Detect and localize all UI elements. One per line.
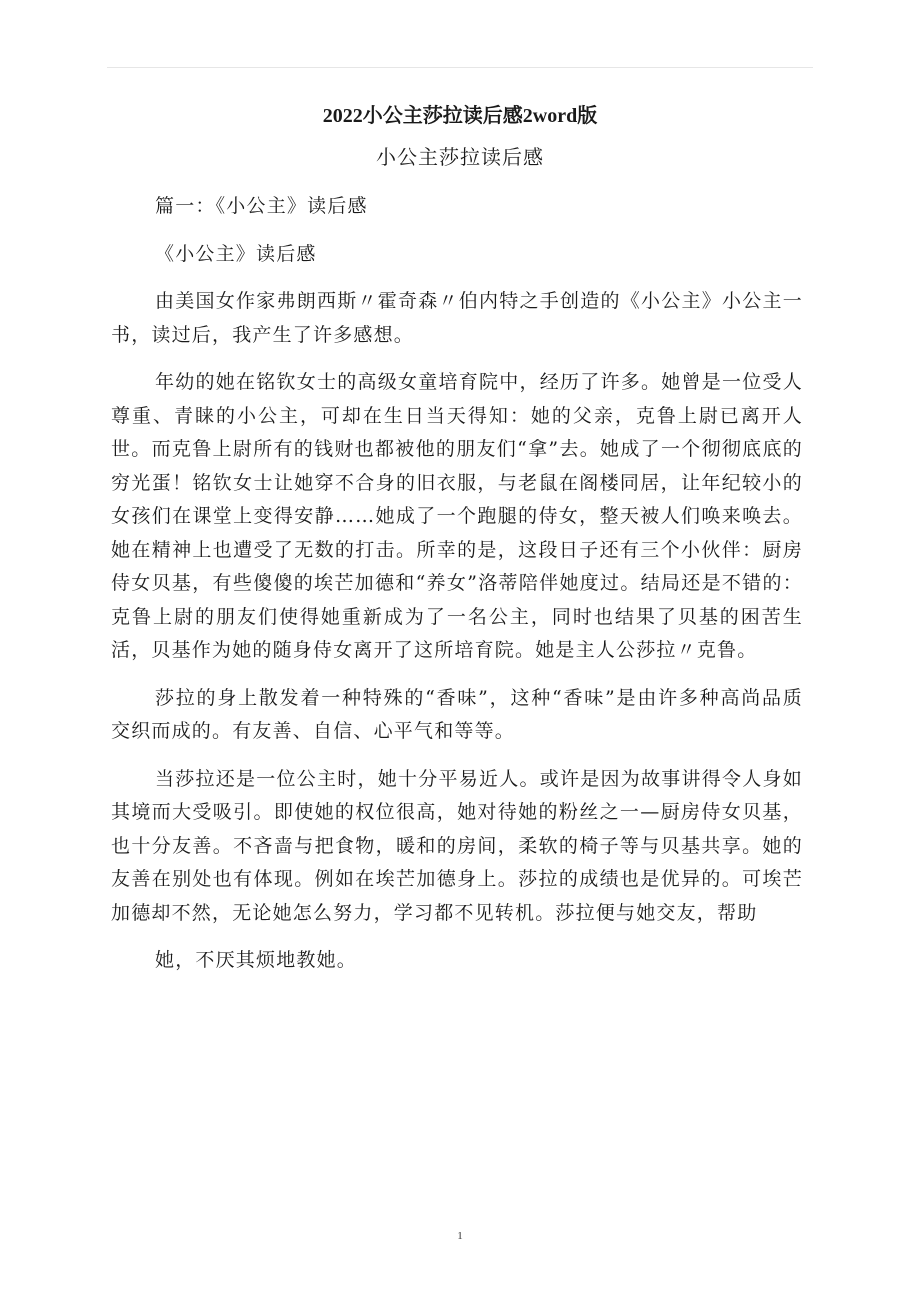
header-divider — [107, 67, 813, 68]
paragraph: 莎拉的身上散发着一种特殊的“香味”，这种“香味”是由许多种高尚品质交织而成的。有友善、自信、心平气和等等。 — [111, 686, 803, 742]
page-number: 1 — [457, 1230, 463, 1242]
document-subtitle: 小公主莎拉读后感 — [376, 145, 544, 169]
article-heading: 《小公主》读后感 — [155, 242, 317, 265]
paragraph: 她，不厌其烦地教她。 — [155, 949, 358, 971]
paragraph: 由美国女作家弗朗西斯〃霍奇森〃伯内特之手创造的《小公主》小公主一书，读过后，我产生了许多感想。 — [111, 290, 803, 346]
document-body — [111, 190, 803, 992]
document-title: 2022小公主莎拉读后感2word版 — [322, 105, 598, 127]
paragraph: 年幼的她在铭钦女士的高级女童培育院中，经历了许多。她曾是一位受人尊重、青睐的小公主，可却在生日当天得知：她的父亲，克鲁上尉已离开人世。而克鲁上尉所有的钱财也都被他的朋友们“拿”去。她成了一个彻彻底底的穷光蛋！铭钦女士让她穿不合身的旧衣服，与老鼠在阁楼同居，让年纪较小的女孩们在课堂上变得安静……她成了一个跑腿的侍女，整天被人们唤来唤去。她在精神上也遭受了无数的打击。所幸的是，这段日子还有三个小伙伴：厨房侍女贝基，有些傻傻的埃芒加德和“养女”洛蒂陪伴她度过。结局还是不错的：克鲁上尉的朋友们使得她重新成为了一名公主，同时也结果了贝基的困苦生活，贝基作为她的随身侍女离开了这所培育院。她是主人公莎拉〃克鲁。 — [111, 371, 803, 661]
paragraph: 当莎拉还是一位公主时，她十分平易近人。或许是因为故事讲得令人身如其境而大受吸引。即使她的权位很高，她对待她的粉丝之一—厨房侍女贝基，也十分友善。不吝啬与把食物，暖和的房间，柔软的椅子等与贝基共享。她的友善在别处也有体现。例如在埃芒加德身上。莎拉的成绩也是优异的。可埃芒加德却不然，无论她怎么努力，学习都不见转机。莎拉便与她交友，帮助 — [111, 767, 803, 924]
section-heading: 篇一：《小公主》读后感 — [155, 195, 368, 217]
